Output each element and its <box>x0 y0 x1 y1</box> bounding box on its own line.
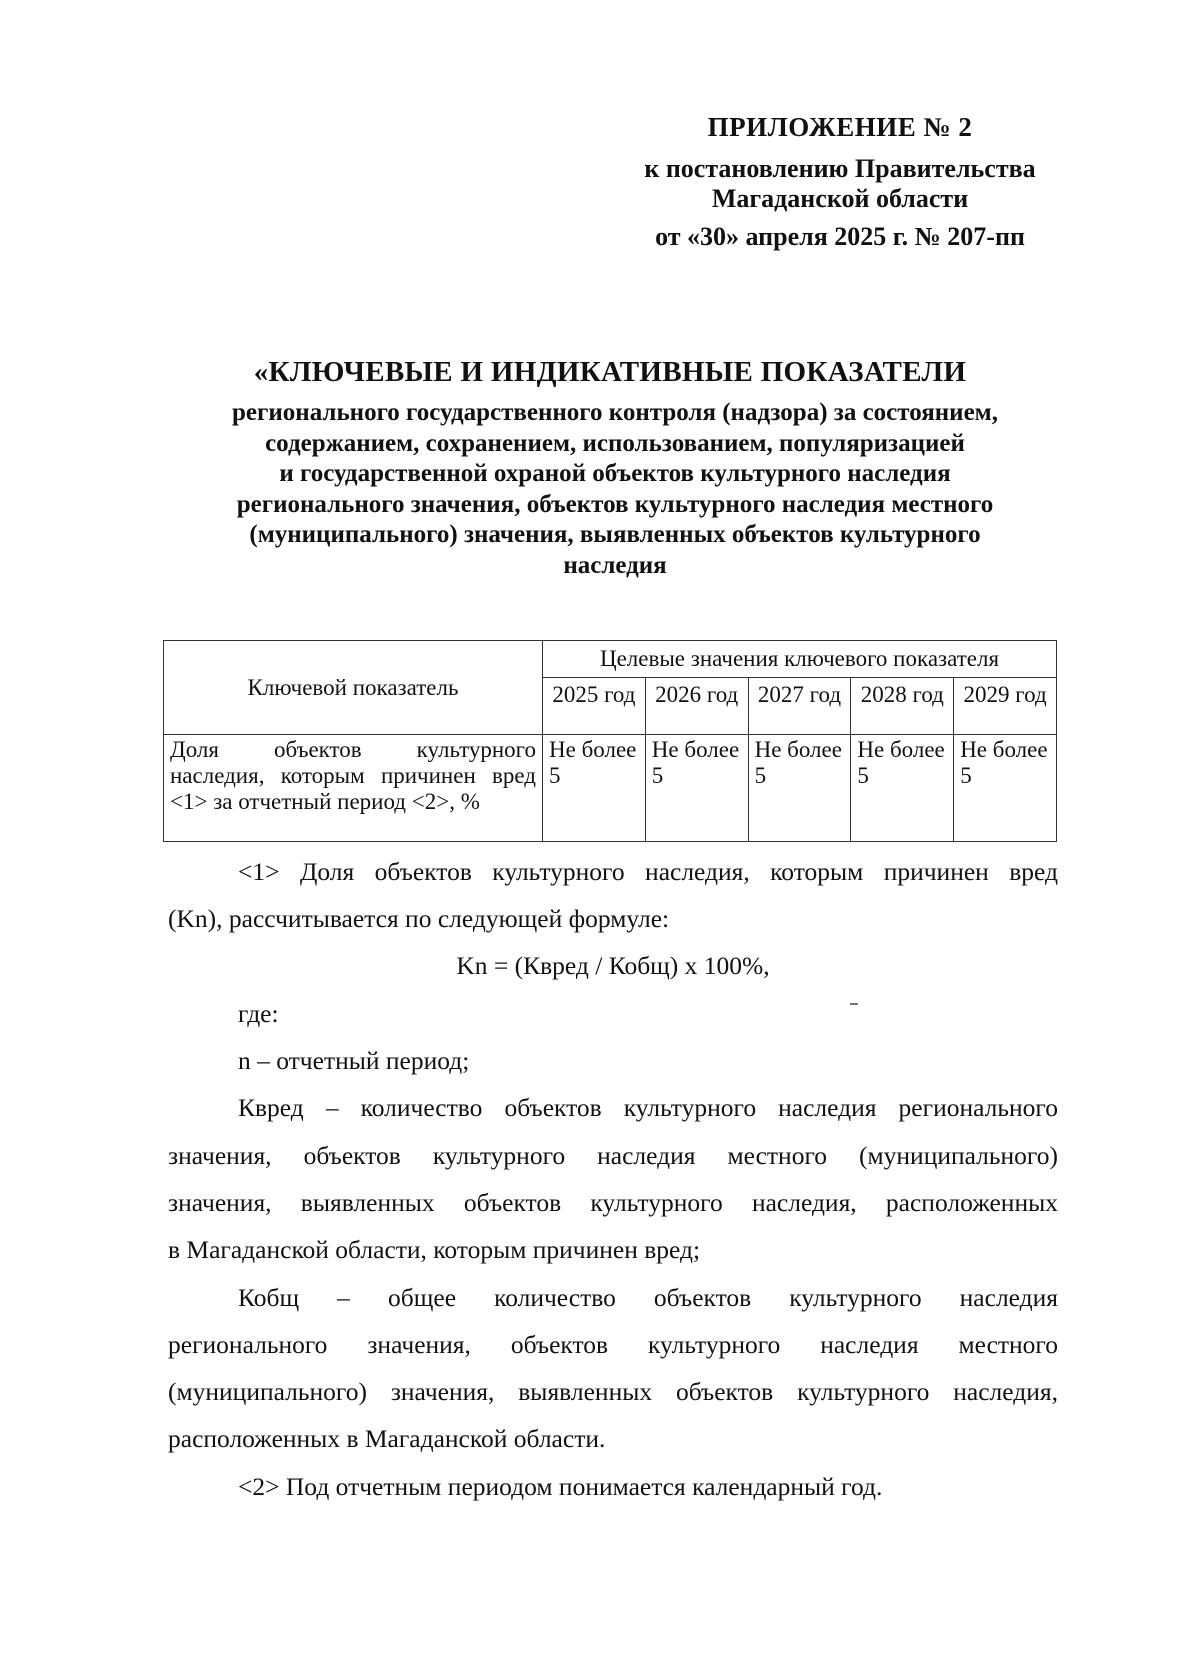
year-header: 2028 год <box>851 678 954 735</box>
target-value-cell: Не более 5 <box>645 735 748 842</box>
appendix-title: ПРИЛОЖЕНИЕ № 2 <box>707 112 973 142</box>
document-title: «КЛЮЧЕВЫЕ И ИНДИКАТИВНЫЕ ПОКАЗАТЕЛИ <box>253 356 967 388</box>
kvred-definition-line: значения, объектов культурного наследия местного (муниципального) <box>168 1141 1058 1170</box>
subtitle-line: регионального значения, объектов культурного наследия местного <box>236 490 994 518</box>
target-values-header: Целевые значения ключевого показателя <box>543 641 1057 678</box>
footnote-1-line: (Kn), рассчитывается по следующей формуле: <box>168 904 670 933</box>
appendix-line-region: Магаданской области <box>711 184 969 213</box>
document-subtitle <box>160 398 1070 581</box>
subtitle-line: содержанием, сохранением, использованием, популяризацией <box>265 429 965 457</box>
subtitle-line: (муниципального) значения, выявленных объектов культурного <box>249 521 981 548</box>
kobsh-definition-line: расположенных в Магаданской области. <box>168 1424 606 1453</box>
kvred-definition-line: в Магаданской области, которым причинен вред; <box>168 1235 701 1264</box>
appendix-line-decree: к постановлению Правительства <box>644 154 1036 183</box>
formula: Kn = (Квред / Кобщ) х 100%, <box>456 951 770 980</box>
indicator-cell: Доля объектов культурного наследия, которым причинен вред <1> за отчетный период <2>, % <box>164 735 543 842</box>
year-header: 2025 год <box>543 678 646 735</box>
year-header: 2029 год <box>954 678 1057 735</box>
indicator-column-header: Ключевой показатель <box>164 641 543 735</box>
kobsh-definition-line: регионального значения, объектов культурного наследия местного <box>168 1330 1058 1359</box>
kvred-definition-line: Квред – количество объектов культурного наследия регионального <box>238 1093 1058 1122</box>
footnote-1-line: <1> Доля объектов культурного наследия, которым причинен вред <box>238 857 1058 886</box>
key-indicator-table <box>163 640 1057 842</box>
footnote-2: <2> Под отчетным периодом понимается календарный год. <box>238 1472 883 1501</box>
target-value-cell: Не более 5 <box>851 735 954 842</box>
scan-mark <box>850 1003 858 1005</box>
subtitle-line: регионального государственного контроля (надзора) за состоянием, <box>232 399 998 426</box>
year-header: 2027 год <box>748 678 851 735</box>
table-row <box>164 735 1057 842</box>
subtitle-line: и государственной охраной объектов культурного наследия <box>279 460 951 487</box>
kvred-definition-line: значения, выявленных объектов культурного наследия, расположенных <box>168 1188 1058 1217</box>
n-definition: n – отчетный период; <box>238 1046 470 1075</box>
target-value-cell: Не более 5 <box>748 735 851 842</box>
year-header: 2026 год <box>645 678 748 735</box>
subtitle-line: наследия <box>563 551 667 579</box>
where-label: где: <box>238 999 279 1028</box>
kobsh-definition-line: (муниципального) значения, выявленных объектов культурного наследия, <box>168 1377 1058 1406</box>
target-value-cell: Не более 5 <box>543 735 646 842</box>
target-value-cell: Не более 5 <box>954 735 1057 842</box>
kobsh-definition-line: Кобщ – общее количество объектов культурного наследия <box>238 1283 1058 1312</box>
appendix-line-date: от «30» апреля 2025 г. № 207-пп <box>655 222 1025 251</box>
